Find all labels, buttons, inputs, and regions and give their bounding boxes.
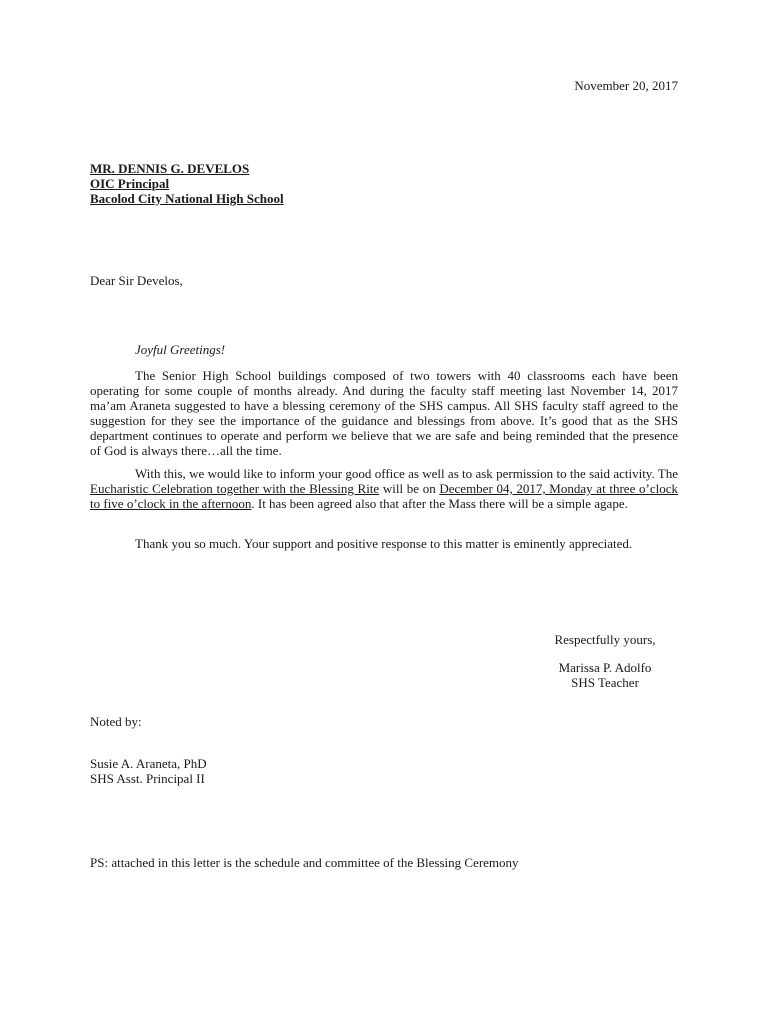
sender-position: SHS Teacher [571,675,639,690]
paragraph-3-text: Thank you so much. Your support and positive response to this matter is eminently appreciated. [135,536,633,551]
salutation: Dear Sir Develos, [90,273,183,288]
noted-signature-block [90,756,207,786]
sender-name: Marissa P. Adolfo [558,660,652,675]
paragraph-2-text-c: . It has been agreed also that after the Mass there will be a simple agape. [251,496,628,511]
event-schedule: December 04, 2017, Monday at three o’clock to five o’clock in the afternoon [90,481,678,511]
recipient-name: MR. DENNIS G. DEVELOS [90,161,250,176]
noted-name: Susie A. Araneta, PhD [90,756,207,771]
paragraph-1-text: The Senior High School buildings composed of two towers with 40 classrooms each have been operating for some couple of months already. And during the faculty staff meeting last November 14, 2017 ma’am Araneta suggested to have a blessing ceremony of the SHS campus. All SHS faculty staff agreed to the suggestion for they see the importance of the guidance and blessings from above. It’s good that as the SHS department continues to operate and perform we believe that we are safe and being reminded that the presence of God is always there…all the time. [90,368,678,458]
closing-phrase: Respectfully yours, [554,632,656,647]
recipient-school: Bacolod City National High School [90,191,284,206]
recipient-block [90,161,284,206]
paragraph-2-text-a: With this, we would like to inform your good office as well as to ask permission to the said activity. The [135,466,678,481]
noted-label: Noted by: [90,714,142,729]
postscript: PS: attached in this letter is the schedule and committee of the Blessing Ceremony [90,855,519,870]
recipient-title: OIC Principal [90,176,170,191]
paragraph-2-text-b: will be on [379,481,440,496]
body-paragraph-2 [90,466,678,511]
noted-position: SHS Asst. Principal II [90,771,205,786]
signature-block [520,660,690,690]
greeting: Joyful Greetings! [135,342,226,357]
body-paragraph-3 [90,536,678,551]
body-paragraph-1 [90,368,678,458]
event-name: Eucharistic Celebration together with the Blessing Rite [90,481,380,496]
letter-date: November 20, 2017 [574,78,678,93]
